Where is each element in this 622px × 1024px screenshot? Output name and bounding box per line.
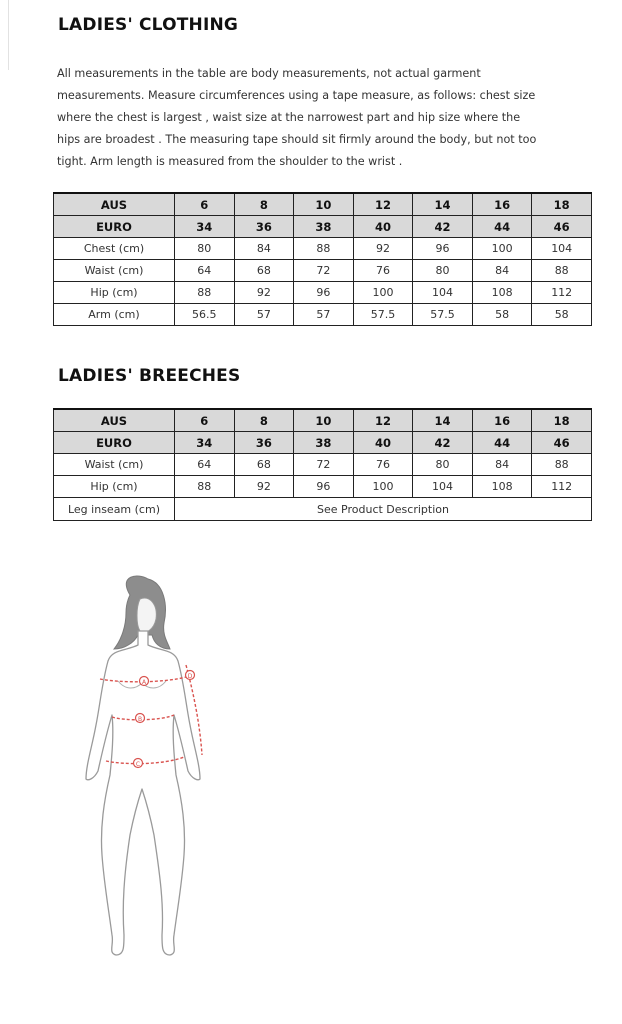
table-cell: 68 — [234, 260, 294, 282]
measurement-figure — [60, 565, 230, 965]
table-cell: 112 — [532, 282, 592, 304]
table-cell: 64 — [175, 260, 235, 282]
table-cell: 14 — [413, 409, 473, 432]
table-cell: 57 — [294, 304, 354, 326]
table-cell: 92 — [234, 282, 294, 304]
row-label: Arm (cm) — [54, 304, 175, 326]
table-cell: 108 — [472, 282, 532, 304]
table-cell: 88 — [175, 476, 235, 498]
clothing-title: LADIES' CLOTHING — [58, 15, 239, 35]
table-cell: 42 — [413, 432, 473, 454]
table-cell: 12 — [353, 409, 413, 432]
table-cell: 100 — [472, 238, 532, 260]
table-cell: 88 — [175, 282, 235, 304]
table-row — [54, 454, 592, 476]
table-cell: 84 — [472, 260, 532, 282]
intro-line: All measurements in the table are body measurements, not actual garment — [57, 67, 481, 80]
table-cell: 36 — [234, 216, 294, 238]
intro-line: measurements. Measure circumferences using a tape measure, as follows: chest size — [57, 89, 536, 102]
table-cell: 80 — [175, 238, 235, 260]
table-cell: 16 — [472, 193, 532, 216]
table-cell: 64 — [175, 454, 235, 476]
table-cell: 38 — [294, 432, 354, 454]
table-cell: 46 — [532, 432, 592, 454]
table-cell: 16 — [472, 409, 532, 432]
table-cell: 57.5 — [353, 304, 413, 326]
table-cell: 12 — [353, 193, 413, 216]
table-cell: 80 — [413, 260, 473, 282]
table-cell: 56.5 — [175, 304, 235, 326]
page-edge-mark — [0, 0, 9, 70]
table-cell: 84 — [472, 454, 532, 476]
table-cell: 34 — [175, 216, 235, 238]
table-cell: 58 — [472, 304, 532, 326]
intro-line: tight. Arm length is measured from the shoulder to the wrist . — [57, 155, 403, 168]
table-row — [54, 260, 592, 282]
table-cell: 44 — [472, 216, 532, 238]
table-cell: 72 — [294, 260, 354, 282]
row-label: Chest (cm) — [54, 238, 175, 260]
table-cell: 68 — [234, 454, 294, 476]
table-cell: 92 — [234, 476, 294, 498]
table-cell: 88 — [294, 238, 354, 260]
table-cell: 18 — [532, 193, 592, 216]
table-row — [54, 238, 592, 260]
table-cell: 76 — [353, 260, 413, 282]
row-label: AUS — [54, 409, 175, 432]
table-cell: 88 — [532, 454, 592, 476]
body-silhouette-illustration — [60, 565, 230, 965]
row-label: Hip (cm) — [54, 282, 175, 304]
table-cell: 10 — [294, 193, 354, 216]
table-cell: 10 — [294, 409, 354, 432]
table-cell: 88 — [532, 260, 592, 282]
breeches-size-table — [53, 408, 592, 521]
row-label: Waist (cm) — [54, 454, 175, 476]
intro-line: where the chest is largest , waist size at the narrowest part and hip size where the — [57, 111, 521, 124]
table-cell: 40 — [353, 432, 413, 454]
table-cell: 57 — [234, 304, 294, 326]
table-cell: 100 — [353, 282, 413, 304]
table-cell: 14 — [413, 193, 473, 216]
table-cell: 57.5 — [413, 304, 473, 326]
table-cell: 96 — [294, 282, 354, 304]
clothing-intro — [57, 63, 577, 173]
table-cell: 104 — [413, 476, 473, 498]
table-cell: 100 — [353, 476, 413, 498]
table-row — [54, 498, 592, 521]
table-row — [54, 216, 592, 238]
leg-inseam-note: See Product Description — [175, 498, 592, 521]
table-cell: 46 — [532, 216, 592, 238]
table-cell: 6 — [175, 193, 235, 216]
table-cell: 104 — [532, 238, 592, 260]
table-cell: 112 — [532, 476, 592, 498]
table-cell: 96 — [413, 238, 473, 260]
table-cell: 84 — [234, 238, 294, 260]
row-label: Hip (cm) — [54, 476, 175, 498]
table-row — [54, 476, 592, 498]
table-cell: 18 — [532, 409, 592, 432]
table-cell: 44 — [472, 432, 532, 454]
table-row — [54, 432, 592, 454]
table-cell: 38 — [294, 216, 354, 238]
table-row — [54, 409, 592, 432]
table-cell: 92 — [353, 238, 413, 260]
table-cell: 8 — [234, 193, 294, 216]
table-cell: 76 — [353, 454, 413, 476]
table-cell: 8 — [234, 409, 294, 432]
table-cell: 96 — [294, 476, 354, 498]
table-cell: 104 — [413, 282, 473, 304]
table-cell: 80 — [413, 454, 473, 476]
marker-label: A — [141, 679, 147, 686]
row-label: AUS — [54, 193, 175, 216]
table-cell: 72 — [294, 454, 354, 476]
table-cell: 58 — [532, 304, 592, 326]
marker-label: B — [137, 716, 143, 723]
row-label: EURO — [54, 216, 175, 238]
table-cell: 34 — [175, 432, 235, 454]
clothing-size-table — [53, 192, 592, 326]
row-label: Leg inseam (cm) — [54, 498, 175, 521]
table-cell: 40 — [353, 216, 413, 238]
table-cell: 108 — [472, 476, 532, 498]
row-label: EURO — [54, 432, 175, 454]
table-cell: 36 — [234, 432, 294, 454]
table-row — [54, 193, 592, 216]
table-row — [54, 304, 592, 326]
marker-label: C — [135, 761, 141, 768]
table-row — [54, 282, 592, 304]
row-label: Waist (cm) — [54, 260, 175, 282]
table-cell: 42 — [413, 216, 473, 238]
marker-label: D — [187, 673, 193, 680]
intro-line: hips are broadest . The measuring tape should sit firmly around the body, but not too — [57, 133, 537, 146]
table-cell: 6 — [175, 409, 235, 432]
breeches-title: LADIES' BREECHES — [58, 366, 241, 386]
